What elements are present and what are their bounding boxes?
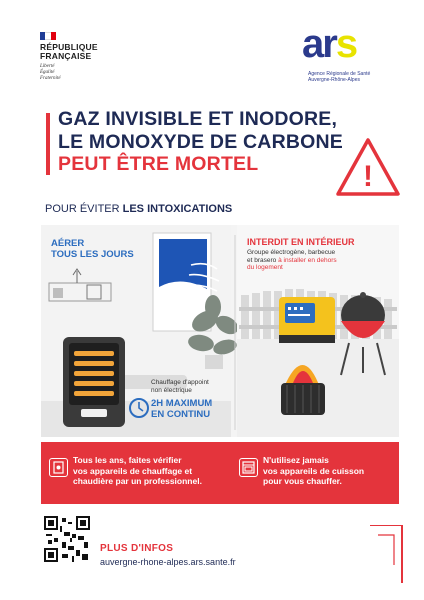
website-link[interactable]: auvergne-rhone-alpes.ars.sante.fr — [100, 557, 236, 567]
max-duration-label: 2H MAXIMUM EN CONTINU — [151, 398, 213, 420]
advice-banner — [41, 442, 399, 504]
qr-code-icon[interactable] — [44, 516, 90, 562]
headline-line-3: PEUT ÊTRE MORTEL — [58, 153, 259, 175]
aerer-label: AÉRER TOUS LES JOURS — [51, 238, 134, 260]
corner-decoration — [368, 525, 404, 585]
chauffage-label: Chauffage d'appoint non électrique — [151, 379, 209, 394]
advice-right-text: N'utilisez jamais vos appareils de cuisson pour vous chauffer. — [263, 455, 365, 486]
interdit-description: Groupe électrogène, barbecue et brasero à installer en dehors du logement — [247, 249, 337, 271]
warning-triangle-icon — [334, 136, 402, 198]
maintenance-icon — [49, 458, 68, 477]
headline-line-1: GAZ INVISIBLE ET INODORE, — [58, 108, 338, 130]
rf-motto: Liberté Égalité Fraternité — [40, 64, 61, 81]
headline-accent-bar — [46, 113, 50, 175]
headline-line-2: LE MONOXYDE DE CARBONE — [58, 131, 344, 153]
warning-exclamation: ! — [363, 160, 373, 193]
ars-subtitle: Agence Régionale de Santé Auvergne-Rhône-Alpes — [308, 71, 371, 83]
oven-icon — [239, 458, 258, 477]
tricolor-flag-icon — [40, 32, 56, 40]
interdit-label: INTERDIT EN INTÉRIEUR — [247, 237, 355, 247]
more-info-label: PLUS D'INFOS — [100, 543, 174, 554]
rf-title: RÉPUBLIQUE FRANÇAISE — [40, 42, 98, 61]
ars-wordmark: ars — [302, 22, 357, 66]
advice-left-text: Tous les ans, faites vérifier vos appareils de chauffage et chaudière par un professionnel. — [73, 455, 202, 486]
illustration-scene — [41, 225, 399, 437]
republique-francaise-logo — [40, 32, 130, 94]
ars-logo — [298, 22, 388, 88]
intro-text: POUR ÉVITER LES INTOXICATIONS — [45, 203, 233, 215]
